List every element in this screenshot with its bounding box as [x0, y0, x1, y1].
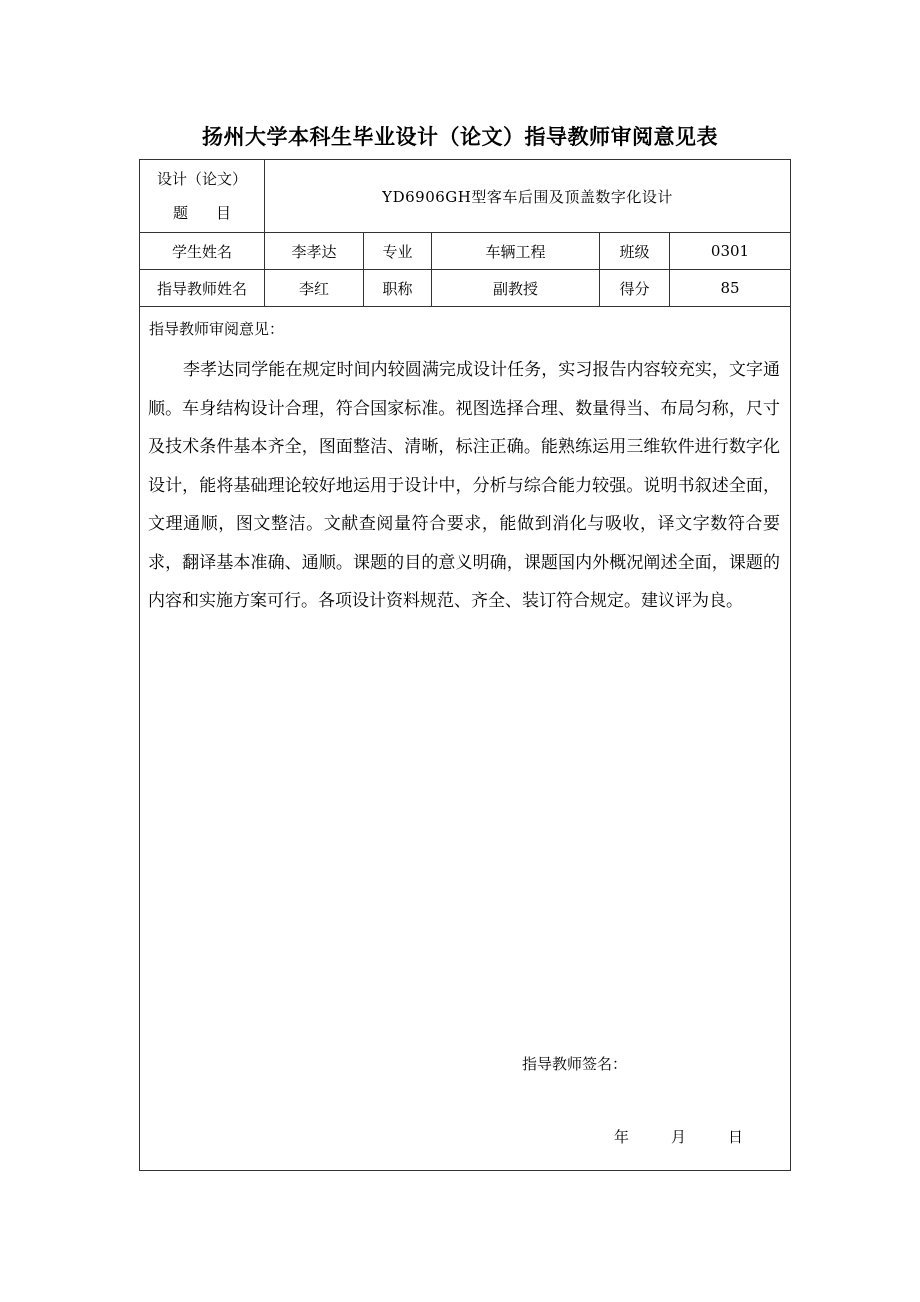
topic-label-cell [140, 160, 265, 233]
score-value: 85 [670, 270, 791, 307]
signature-label: 指导教师签名： [522, 1055, 628, 1073]
advisor-name-label: 指导教师姓名 [140, 270, 265, 307]
opinion-text: 李孝达同学能在规定时间内较圆满完成设计任务，实习报告内容较充实，文字通顺。车身结构设计合理，符合国家标准。视图选择合理、数量得当、布局匀称，尺寸及技术条件基本齐全，图面整洁、清晰，标注正确。能熟练运用三维软件进行数字化设计，能将基础理论较好地运用于设计中，分析与综合能力较强。说明书叙述全面，文理通顺，图文整洁。文献查阅量符合要求，能做到消化与吸收，译文字数符合要求，翻译基本准确、通顺。课题的目的意义明确，课题国内外概况阐述全面，课题的内容和实施方案可行。各项设计资料规范、齐全、装订符合规定。建议评为良。 [148, 360, 780, 611]
advisor-title-label: 职称 [364, 270, 432, 307]
opinion-label: 指导教师审阅意见： [149, 320, 285, 338]
student-name-label: 学生姓名 [140, 233, 265, 270]
topic-label-mu: 目 [216, 204, 232, 222]
advisor-title-value: 副教授 [432, 270, 600, 307]
class-value: 0301 [670, 233, 791, 270]
topic-label-ti: 题 [172, 204, 188, 222]
major-value: 车辆工程 [432, 233, 600, 270]
date-year: 年 [614, 1128, 630, 1146]
advisor-row [140, 270, 791, 307]
score-label: 得分 [600, 270, 670, 307]
form-title: 扬州大学本科生毕业设计（论文）指导教师审阅意见表 [202, 125, 718, 149]
major-label: 专业 [364, 233, 432, 270]
topic-value: YD6906GH型客车后围及顶盖数字化设计 [265, 160, 791, 233]
opinion-row [140, 307, 791, 1171]
opinion-cell [140, 307, 791, 1171]
topic-label-line1: 设计（论文） [156, 170, 247, 188]
student-name: 李孝达 [265, 233, 364, 270]
date-day: 日 [728, 1128, 744, 1146]
topic-row [140, 160, 791, 233]
date-month: 月 [671, 1128, 687, 1146]
student-row [140, 233, 791, 270]
advisor-name: 李红 [265, 270, 364, 307]
review-form-table [139, 159, 791, 1171]
class-label: 班级 [600, 233, 670, 270]
